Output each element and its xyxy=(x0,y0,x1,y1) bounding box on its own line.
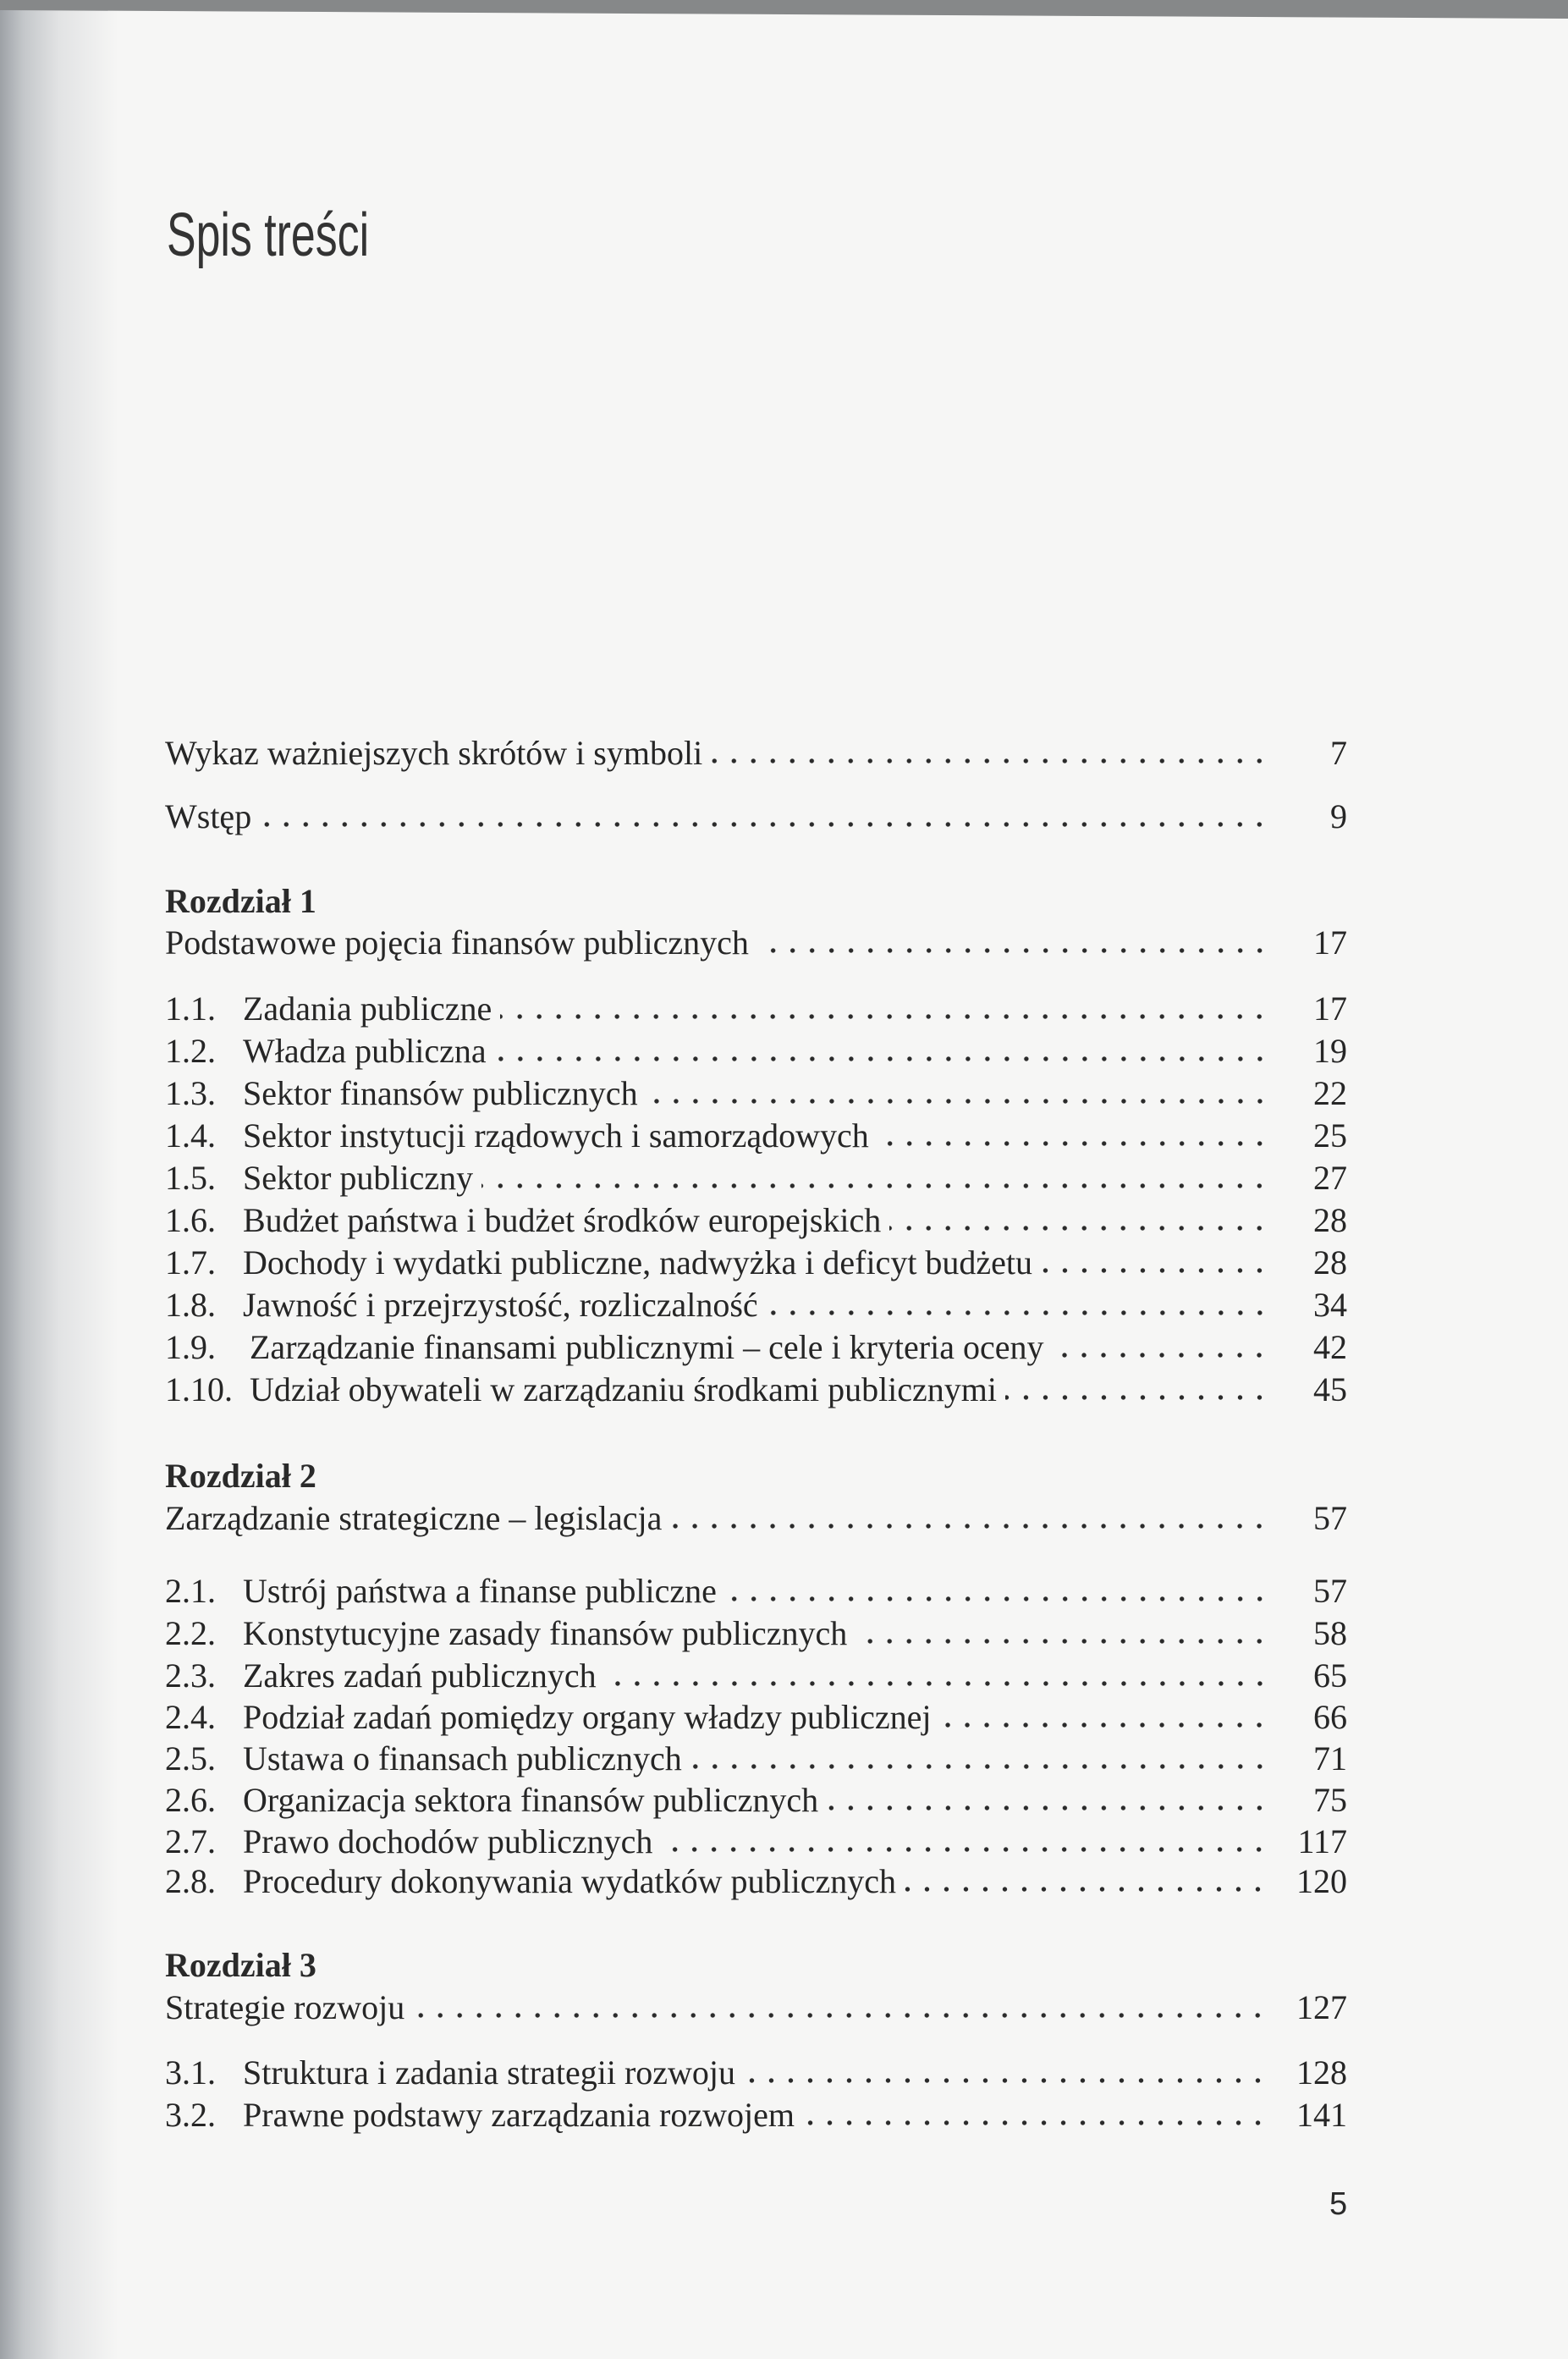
toc-entry-label: Budżet państwa i budżet środków europejskich xyxy=(243,1201,882,1239)
toc-section-entry[interactable] xyxy=(165,1822,1347,1862)
toc-section-entry[interactable] xyxy=(165,1116,1347,1156)
dot-leader xyxy=(827,1805,1269,1811)
toc-chapter-title[interactable] xyxy=(165,1498,1347,1539)
dot-leader xyxy=(905,1887,1268,1892)
toc-entry-page: 27 xyxy=(1313,1159,1347,1197)
page-number: 5 xyxy=(1329,2186,1348,2222)
section-number: 1.10. xyxy=(165,1370,233,1408)
toc-entry-label: Prawne podstawy zarządzania rozwojem xyxy=(243,2096,795,2134)
toc-entry-label: Zarządzanie finansami publicznymi – cele i kryteria oceny xyxy=(250,1328,1044,1366)
toc-entry-label: Ustawa o finansach publicznych xyxy=(243,1739,682,1778)
toc-section-entry[interactable] xyxy=(165,2095,1347,2136)
dot-leader xyxy=(767,1310,1269,1315)
toc-chapter-title[interactable] xyxy=(165,1987,1347,2028)
dot-leader xyxy=(744,2078,1268,2083)
toc-section-entry[interactable] xyxy=(165,2053,1347,2093)
toc-entry-page: 28 xyxy=(1313,1201,1347,1239)
section-number: 3.2. xyxy=(165,2096,216,2134)
toc-entry-label: Struktura i zadania strategii rozwoju xyxy=(243,2053,736,2092)
toc-entry-page: 7 xyxy=(1330,734,1347,772)
dot-leader xyxy=(646,1099,1269,1104)
toc-section-entry[interactable] xyxy=(165,1697,1347,1738)
toc-entry-page: 45 xyxy=(1313,1370,1347,1408)
section-number: 2.5. xyxy=(165,1739,216,1778)
toc-section-entry[interactable] xyxy=(165,1073,1347,1114)
toc-entry-page: 128 xyxy=(1296,2053,1347,2092)
section-number: 1.9. xyxy=(165,1328,216,1366)
toc-chapter-title[interactable] xyxy=(165,923,1347,963)
toc-section-entry[interactable] xyxy=(165,1158,1347,1199)
toc-entry-label: Prawo dochodów publicznych xyxy=(243,1822,653,1860)
toc-entry-label: Zadania publiczne xyxy=(243,989,492,1028)
dot-leader xyxy=(889,1226,1269,1231)
dot-leader xyxy=(500,1014,1269,1019)
toc-section-entry[interactable] xyxy=(165,1370,1347,1410)
dot-leader xyxy=(481,1183,1269,1188)
dot-leader xyxy=(1041,1268,1269,1273)
dot-leader xyxy=(856,1639,1269,1644)
toc-section-entry[interactable] xyxy=(165,1656,1347,1696)
toc-entry-page: 58 xyxy=(1313,1614,1347,1652)
chapter-heading: Rozdział 2 xyxy=(165,1457,316,1495)
toc-entry-label: Podział zadań pomiędzy organy władzy publicznej xyxy=(243,1698,932,1736)
dot-leader xyxy=(757,948,1269,953)
toc-section-entry[interactable] xyxy=(165,1243,1347,1283)
toc-entry-page: 127 xyxy=(1296,1988,1347,2026)
toc-entry-page: 141 xyxy=(1296,2096,1347,2134)
toc-section-entry[interactable] xyxy=(165,1571,1347,1612)
dot-leader xyxy=(661,1847,1268,1852)
toc-entry-label: Udział obywateli w zarządzaniu środkami publicznymi xyxy=(250,1370,998,1408)
toc-entry-label: Dochody i wydatki publiczne, nadwyżka i deficyt budżetu xyxy=(243,1243,1033,1281)
toc-entry-label: Wstęp xyxy=(165,797,252,835)
dot-leader xyxy=(690,1764,1269,1769)
toc-section-entry[interactable] xyxy=(165,1780,1347,1821)
dot-leader xyxy=(495,1056,1269,1061)
toc-entry-page: 19 xyxy=(1313,1032,1347,1070)
toc-entry-label: Sektor instytucji rządowych i samorządowych xyxy=(243,1116,869,1155)
toc-entry-label: Jawność i przejrzystość, rozliczalność xyxy=(243,1286,758,1324)
toc-entry-page: 22 xyxy=(1313,1074,1347,1112)
toc-section-entry[interactable] xyxy=(165,1861,1347,1902)
dot-leader xyxy=(670,1524,1269,1529)
toc-entry-label: Zarządzanie strategiczne – legislacja xyxy=(165,1499,663,1537)
toc-entry-page: 17 xyxy=(1313,989,1347,1028)
section-number: 2.8. xyxy=(165,1862,216,1900)
toc-entry-page: 9 xyxy=(1330,797,1347,835)
toc-entry-label: Ustrój państwa a finanse publiczne xyxy=(243,1572,717,1610)
toc-entry-label: Podstawowe pojęcia finansów publicznych xyxy=(165,923,749,962)
toc-section-entry[interactable] xyxy=(165,1327,1347,1368)
section-number: 2.7. xyxy=(165,1822,216,1860)
toc-section-entry[interactable] xyxy=(165,989,1347,1029)
chapter-heading: Rozdział 1 xyxy=(165,882,316,920)
toc-entry-page: 71 xyxy=(1313,1739,1347,1778)
toc-section-entry[interactable] xyxy=(165,1739,1347,1779)
toc-entry-page: 75 xyxy=(1313,1781,1347,1819)
section-number: 1.4. xyxy=(165,1116,216,1155)
binding-shadow xyxy=(0,0,118,2359)
dot-leader xyxy=(413,2013,1268,2018)
dot-leader xyxy=(878,1141,1269,1146)
section-number: 1.8. xyxy=(165,1286,216,1324)
scanner-edge xyxy=(0,0,1568,20)
dot-leader xyxy=(725,1596,1269,1601)
chapter-heading: Rozdział 3 xyxy=(165,1946,316,1984)
section-number: 1.7. xyxy=(165,1243,216,1281)
toc-entry-page: 65 xyxy=(1313,1656,1347,1695)
section-number: 1.1. xyxy=(165,989,216,1028)
toc-section-entry[interactable] xyxy=(165,1031,1347,1072)
toc-entry-label: Sektor finansów publicznych xyxy=(243,1074,638,1112)
toc-entry-page: 28 xyxy=(1313,1243,1347,1281)
section-number: 2.6. xyxy=(165,1781,216,1819)
toc-entry-page: 120 xyxy=(1296,1862,1347,1900)
toc-entry-abbreviations[interactable] xyxy=(165,733,1347,774)
toc-entry-page: 57 xyxy=(1313,1572,1347,1610)
toc-entry-introduction[interactable] xyxy=(165,796,1347,837)
toc-entry-label: Organizacja sektora finansów publicznych xyxy=(243,1781,819,1819)
dot-leader xyxy=(260,822,1269,827)
section-number: 2.3. xyxy=(165,1656,216,1695)
dot-leader xyxy=(803,2120,1268,2125)
toc-entry-label: Władza publiczna xyxy=(243,1032,487,1070)
toc-section-entry[interactable] xyxy=(165,1613,1347,1654)
page-title: Spis treści xyxy=(167,201,370,269)
toc-entry-label: Sektor publiczny xyxy=(243,1159,474,1197)
toc-section-entry[interactable] xyxy=(165,1200,1347,1241)
section-number: 2.2. xyxy=(165,1614,216,1652)
toc-entry-page: 57 xyxy=(1313,1499,1347,1537)
section-number: 1.2. xyxy=(165,1032,216,1070)
dot-leader xyxy=(939,1722,1269,1728)
toc-entry-page: 42 xyxy=(1313,1328,1347,1366)
dot-leader xyxy=(1052,1353,1269,1358)
toc-entry-label: Strategie rozwoju xyxy=(165,1988,405,2026)
toc-entry-page: 17 xyxy=(1313,923,1347,962)
toc-entry-label: Wykaz ważniejszych skrótów i symboli xyxy=(165,734,703,772)
toc-entry-page: 117 xyxy=(1297,1822,1347,1860)
dot-leader xyxy=(605,1681,1269,1686)
toc-section-entry[interactable] xyxy=(165,1285,1347,1326)
dot-leader xyxy=(1005,1395,1269,1400)
toc-entry-label: Procedury dokonywania wydatków publicznych xyxy=(243,1862,897,1900)
section-number: 1.3. xyxy=(165,1074,216,1112)
toc-entry-label: Konstytucyjne zasady finansów publicznych xyxy=(243,1614,848,1652)
toc-entry-page: 34 xyxy=(1313,1286,1347,1324)
toc-entry-page: 25 xyxy=(1313,1116,1347,1155)
toc-entry-page: 66 xyxy=(1313,1698,1347,1736)
section-number: 1.6. xyxy=(165,1201,216,1239)
dot-leader xyxy=(711,758,1269,763)
section-number: 3.1. xyxy=(165,2053,216,2092)
section-number: 2.1. xyxy=(165,1572,216,1610)
section-number: 1.5. xyxy=(165,1159,216,1197)
section-number: 2.4. xyxy=(165,1698,216,1736)
toc-entry-label: Zakres zadań publicznych xyxy=(243,1656,597,1695)
